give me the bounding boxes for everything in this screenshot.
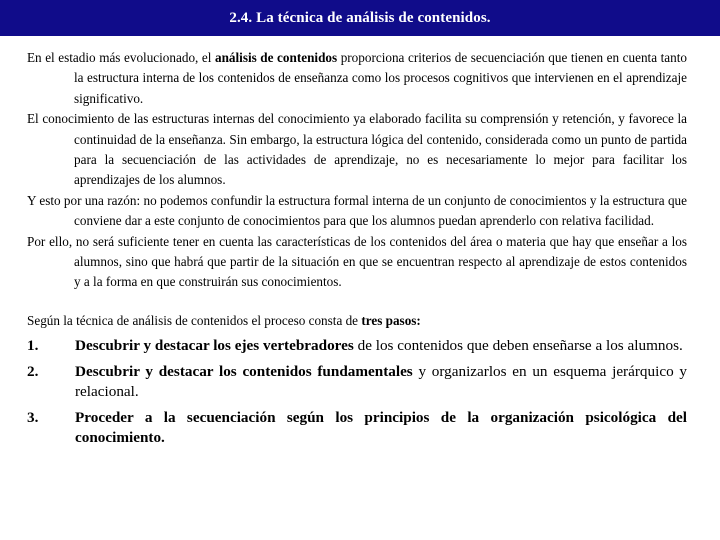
slide-body (27, 48, 687, 454)
paragraph-3: Y esto por una razón: no podemos confundir la estructura formal interna de un conjunto de conocimientos y la estructura que conviene dar a este conjunto de conocimientos para que los alumnos puedan aprenderlo con relativa facilidad. (27, 192, 687, 229)
steps-intro (27, 312, 687, 330)
paragraph-4: Por ello, no será suficiente tener en cuenta las características de los contenidos del área o materia que hay que enseñar a los alumnos, sino que habrá que partir de la situación en que se encuentran respecto al aprendizaje de estos contenidos y a la forma en que construirán sus conocimientos. (27, 233, 687, 290)
step-bold: Proceder a la secuenciación según los principios de la organización psicológica del conocimiento. (75, 408, 687, 446)
step-number: 1. (27, 336, 39, 354)
step-item-3 (27, 408, 687, 448)
title-bar (0, 0, 720, 36)
step-text (75, 408, 687, 448)
step-bold: Descubrir y destacar los contenidos fundamentales (75, 362, 413, 380)
paragraph-1 (27, 48, 687, 109)
step-text (75, 336, 687, 356)
steps-list (27, 336, 687, 448)
step-text (75, 362, 687, 402)
paragraph-1-post: proporciona criterios de secuenciación que tienen en cuenta tanto la estructura interna de los contenidos de enseñanza como los procesos cognitivos que intervienen en el aprendizaje significativo. (74, 50, 687, 106)
paragraph-1-bold: análisis de contenidos (214, 50, 338, 65)
steps-intro-text: Según la técnica de análisis de contenidos el proceso consta de (27, 312, 362, 328)
step-bold: Descubrir y destacar los ejes vertebradores (75, 336, 354, 354)
paragraph-1-pre: En el estadio más evolucionado, el (27, 50, 215, 65)
step-number: 2. (27, 362, 39, 380)
page-title: 2.4. La técnica de análisis de contenidos. (229, 9, 491, 26)
paragraph-2: El conocimiento de las estructuras internas del conocimiento ya elaborado facilita su comprensión y retención, y favorece la continuidad de la enseñanza. Sin embargo, la estructura lógica del contenido, considerada como un punto de partida para la secuenciación de las actividades de aprendizaje, no es necesariamente lo mejor para facilitar los aprendizajes de los alumnos. (27, 111, 687, 188)
step-item-1 (27, 336, 687, 356)
step-item-2 (27, 362, 687, 402)
step-number: 3. (27, 408, 39, 426)
step-rest: de los contenidos que deben enseñarse a los alumnos. (353, 336, 683, 354)
step-rest: y organizarlos en un esquema jerárquico y relacional. (75, 362, 687, 400)
steps-intro-bold: tres pasos: (361, 312, 421, 328)
